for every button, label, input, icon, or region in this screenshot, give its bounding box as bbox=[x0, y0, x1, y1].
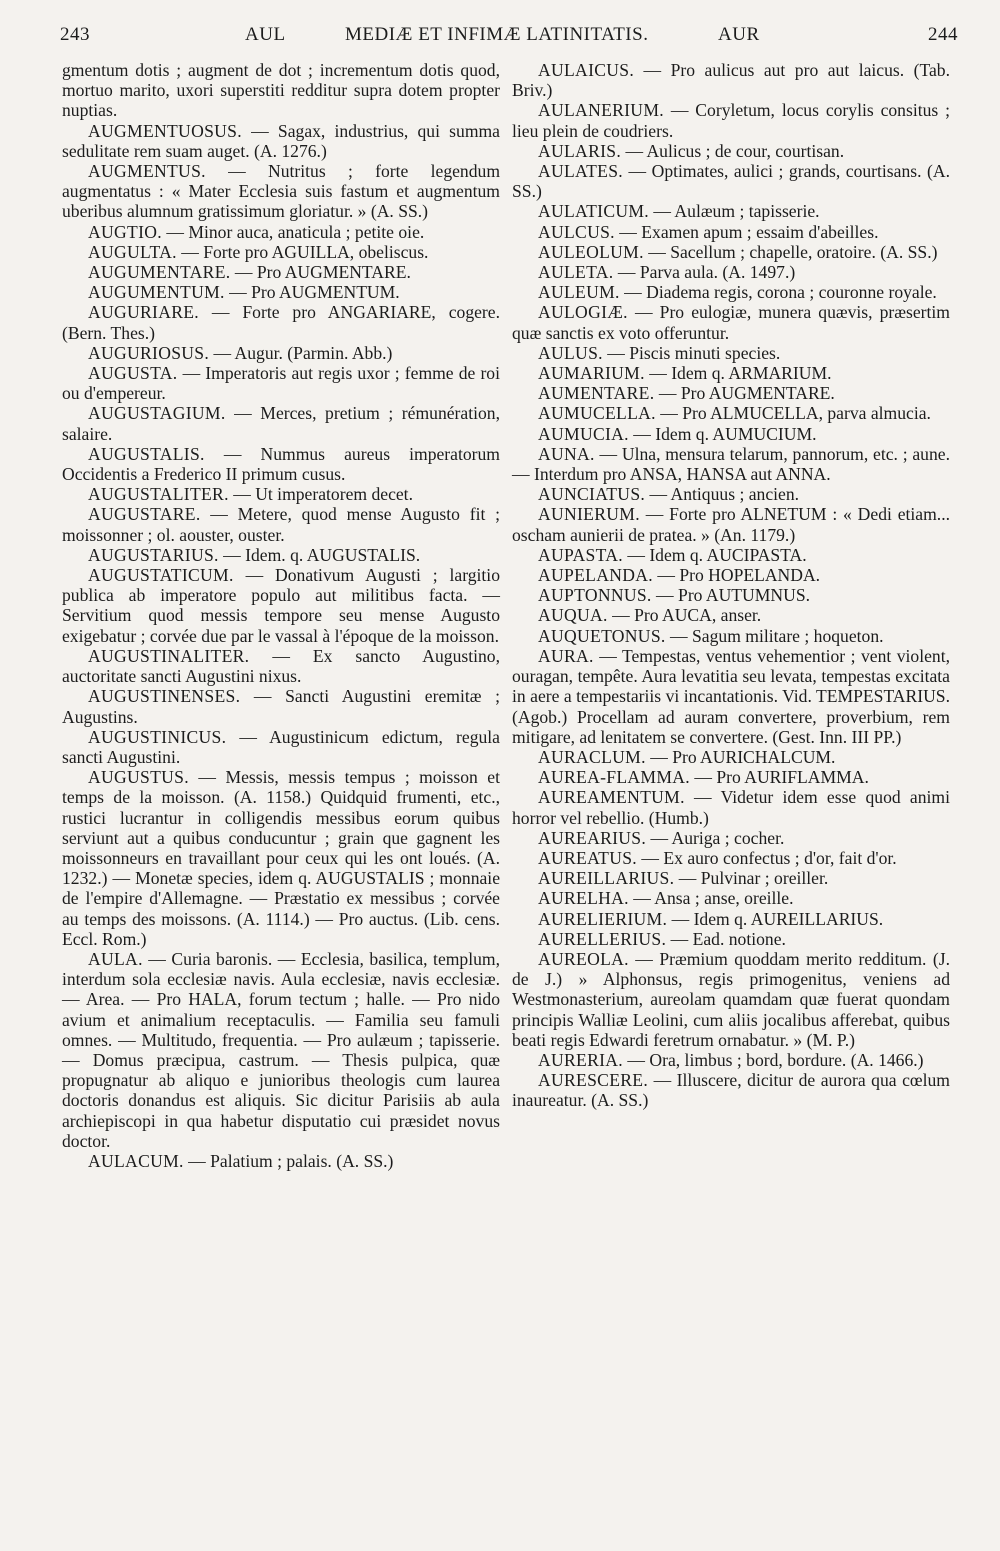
entry-definition: — Præmium quoddam merito redditum. (J. de J.) » Alphonsus, regis primogenitus, veniens ad Westmonasterium, aureolam quamdam quæ fuerat quondam principis Walliæ Leolini, cum aliis jocalibus afferebat, quibus beati regis Edwardi feretrum ornabatur. » (M. P.) bbox=[512, 948, 950, 1050]
dictionary-entry bbox=[512, 161, 950, 201]
entry-headword: AULUS. bbox=[538, 342, 603, 363]
dictionary-entry bbox=[512, 1050, 950, 1070]
dictionary-entry bbox=[62, 403, 500, 443]
entry-definition: — Videtur idem esse quod animi horror vel rebellio. (Humb.) bbox=[512, 787, 950, 828]
entry-headword: AUGUSTINALITER. bbox=[88, 645, 250, 666]
dictionary-entry bbox=[512, 888, 950, 908]
entry-definition: — Sacellum ; chapelle, oratoire. (A. SS.) bbox=[643, 241, 938, 262]
guide-word-left: AUL bbox=[245, 24, 286, 45]
dictionary-entry bbox=[512, 403, 950, 423]
entry-headword: AULA. bbox=[88, 948, 143, 969]
guide-word-right: AUR bbox=[718, 24, 760, 45]
entry-definition: — Sancti Augustini eremitæ ; Augustins. bbox=[62, 686, 500, 727]
entry-definition: — Examen apum ; essaim d'abeilles. bbox=[614, 221, 879, 242]
entry-headword: AUNA. bbox=[538, 443, 595, 464]
entry-definition: — Idem q. AUREILLARIUS. bbox=[667, 908, 884, 929]
dictionary-entry bbox=[512, 1070, 950, 1110]
dictionary-entry bbox=[512, 605, 950, 625]
dictionary-entry bbox=[62, 282, 500, 302]
entry-definition: — Donativum Augusti ; largitio publica ab imperatore populo aut militibus facta. — Servitium quod messis tempore seu mense Augusto exigebatur ; corvée due par le vassal à l'époque de la moisson. bbox=[62, 565, 500, 646]
entry-definition: — Pulvinar ; oreiller. bbox=[674, 868, 829, 889]
dictionary-entry bbox=[512, 343, 950, 363]
dictionary-entry bbox=[512, 60, 950, 100]
entry-definition: — Ansa ; anse, oreille. bbox=[628, 888, 794, 909]
entry-headword: AULETA. bbox=[538, 262, 614, 283]
entry-definition: — Augur. (Parmin. Abb.) bbox=[209, 342, 393, 363]
entry-headword: AUREAMENTUM. bbox=[538, 787, 685, 808]
entry-definition: — Sagax, industrius, qui summa sedulitate rem suam auget. (A. 1276.) bbox=[62, 120, 500, 161]
dictionary-entry bbox=[512, 868, 950, 888]
entry-definition: — Pro eulogiæ, munera quævis, præsertim quæ sanctis ex voto offeruntur. bbox=[512, 302, 950, 343]
entry-headword: AUPTONNUS. bbox=[538, 585, 652, 606]
entry-definition: — Ora, limbus ; bord, bordure. (A. 1466.) bbox=[623, 1049, 924, 1070]
entry-headword: AUMARIUM. bbox=[538, 363, 645, 384]
entry-headword: AUGUSTA. bbox=[88, 363, 178, 384]
entry-headword: AULATICUM. bbox=[538, 201, 650, 222]
entry-headword: AUREATUS. bbox=[538, 847, 637, 868]
dictionary-entry bbox=[62, 262, 500, 282]
dictionary-entry bbox=[512, 565, 950, 585]
dictionary-entry bbox=[512, 302, 950, 342]
entry-definition: — Imperatoris aut regis uxor ; femme de roi ou d'empereur. bbox=[62, 363, 500, 404]
entry-definition: — Piscis minuti species. bbox=[602, 342, 781, 363]
entry-headword: AUGUSTATICUM. bbox=[88, 565, 234, 586]
entry-headword: AURELLERIUS. bbox=[538, 928, 667, 949]
dictionary-entry bbox=[512, 100, 950, 140]
entry-definition: — Aulæum ; tapisserie. bbox=[649, 201, 820, 222]
running-header bbox=[60, 24, 958, 52]
dictionary-entry bbox=[512, 585, 950, 605]
entry-definition: — Coryletum, locus corylis consitus ; lieu plein de coudriers. bbox=[512, 100, 950, 141]
dictionary-entry bbox=[62, 363, 500, 403]
dictionary-entry bbox=[512, 444, 950, 484]
dictionary-entry bbox=[62, 343, 500, 363]
entry-headword: AUGUSTINICUS. bbox=[88, 726, 227, 747]
entry-headword: AUREILLARIUS. bbox=[538, 868, 675, 889]
dictionary-entry bbox=[512, 929, 950, 949]
entry-headword: AURELHA. bbox=[538, 888, 629, 909]
entry-headword: AUQUETONUS. bbox=[538, 625, 666, 646]
entry-headword: AULACUM. bbox=[88, 1150, 184, 1171]
running-title: MEDIÆ ET INFIMÆ LATINITATIS. bbox=[345, 24, 649, 45]
entry-definition: — Pro AUCA, anser. bbox=[607, 605, 762, 626]
entry-headword: AURERIA. bbox=[538, 1049, 623, 1070]
entry-definition: — Pro AUGMENTARE. bbox=[654, 383, 835, 404]
entry-definition: — Idem q. AUMUCIUM. bbox=[628, 423, 817, 444]
dictionary-entry bbox=[62, 222, 500, 242]
dictionary-entry bbox=[512, 787, 950, 827]
entry-definition: — Merces, pretium ; rémunération, salaire. bbox=[62, 403, 500, 444]
entry-definition: — Ex auro confectus ; d'or, fait d'or. bbox=[636, 847, 897, 868]
entry-headword: AUREA-FLAMMA. bbox=[538, 767, 690, 788]
entry-definition: — Messis, messis tempus ; moisson et temps de la moisson. (A. 1158.) Quidquid frumenti, etc., rustici lucrantur in colligendis messibus eorum quibus serviunt aut a quibus conducuntur ; grain que gagnent les moissonneurs en travaillant pour ceux qui les ont loués. (A. 1232.) — Monetæ species, idem q. AUGUSTALIS ; monnaie de l'empire d'Allemagne. — Præstatio ex messibus ; corvée au temps des moissons. (A. 1114.) — Pro auctus. (Lib. cens. Eccl. Rom.) bbox=[62, 767, 500, 949]
entry-definition: — Palatium ; palais. (A. SS.) bbox=[183, 1150, 394, 1171]
entry-definition: — Ex sancto Augustino, auctoritate sancti Augustini nixus. bbox=[62, 645, 500, 687]
entry-headword: AUNIERUM. bbox=[538, 504, 640, 525]
entry-headword: AURA. bbox=[538, 645, 594, 666]
entry-definition: — Diadema regis, corona ; couronne royale. bbox=[619, 282, 937, 303]
dictionary-entry bbox=[62, 161, 500, 222]
dictionary-entry bbox=[512, 282, 950, 302]
entry-headword: AULAICUS. bbox=[538, 60, 635, 80]
entry-headword: AURELIERIUM. bbox=[538, 908, 668, 929]
entry-headword: AUQUA. bbox=[538, 605, 608, 626]
dictionary-entry bbox=[62, 504, 500, 544]
entry-headword: AUPASTA. bbox=[538, 544, 623, 565]
dictionary-entry bbox=[512, 646, 950, 747]
entry-headword: AUGURIARE. bbox=[88, 302, 200, 323]
entry-definition: — Pro AUTUMNUS. bbox=[651, 585, 811, 606]
entry-headword: AUGUMENTUM. bbox=[88, 282, 225, 303]
entry-definition: — Pro aulicus aut pro aut laicus. (Tab. Briv.) bbox=[512, 60, 950, 101]
entry-headword: AUMUCELLA. bbox=[538, 403, 656, 424]
entry-definition: — Tempestas, ventus vehementior ; vent violent, ouragan, tempête. Aura levatitia seu levata, tempestas excitata in aere a tempestariis vi incantationis. Vid. TEMPESTARIUS. (Agob.) Procellam ad auram convertere, proverbium, rem mitigare, ad lenitatem se convertere. (Gest. Inn. III PP.) bbox=[512, 645, 950, 747]
entry-headword: AURACLUM. bbox=[538, 746, 646, 767]
dictionary-entry bbox=[512, 545, 950, 565]
entry-headword: AUGUSTARE. bbox=[88, 504, 201, 525]
entry-definition: — Ut imperatorem decet. bbox=[228, 484, 413, 505]
entry-headword: AUGUSTUS. bbox=[88, 767, 189, 788]
entry-definition: — Pro AUGMENTARE. bbox=[230, 262, 411, 283]
entry-definition: — Auriga ; cocher. bbox=[646, 827, 785, 848]
entry-headword: AULCUS. bbox=[538, 221, 615, 242]
entry-headword: AURESCERE. bbox=[538, 1070, 649, 1091]
dictionary-entry bbox=[512, 626, 950, 646]
dictionary-entry bbox=[512, 767, 950, 787]
entry-definition: — Optimates, aulici ; grands, courtisans. (A. SS.) bbox=[512, 161, 950, 202]
entry-definition: — Forte pro AGUILLA, obeliscus. bbox=[176, 241, 429, 262]
entry-headword: AUGUSTINENSES. bbox=[88, 686, 241, 707]
entry-definition: — Metere, quod mense Augusto fit ; moissonner ; ol. aouster, ouster. bbox=[62, 504, 500, 545]
dictionary-entry bbox=[512, 484, 950, 504]
dictionary-entry bbox=[512, 363, 950, 383]
page-number-left: 243 bbox=[60, 24, 90, 45]
entry-definition: — Idem. q. AUGUSTALIS. bbox=[218, 544, 421, 565]
dictionary-entry bbox=[62, 60, 500, 121]
entry-definition: — Ead. notione. bbox=[666, 928, 786, 949]
entry-headword: AUNCIATUS. bbox=[538, 484, 646, 505]
entry-headword: AULATES. bbox=[538, 161, 623, 182]
entry-definition: — Sagum militare ; hoqueton. bbox=[665, 625, 884, 646]
dictionary-entry bbox=[62, 727, 500, 767]
dictionary-entry bbox=[62, 121, 500, 161]
dictionary-entry bbox=[62, 565, 500, 646]
dictionary-entry bbox=[62, 242, 500, 262]
entry-definition: — Nummus aureus imperatorum Occidentis a Frederico II primum cusus. bbox=[62, 443, 500, 485]
entry-definition: — Curia baronis. — Ecclesia, basilica, templum, interdum sola ecclesiæ navis. Aula ecclesiæ, navis ecclesiæ. — Area. — Pro HALA, forum tectum ; halle. — Pro nido avium et animalium receptaculis. — Familia seu famuli omnes. — Multitudo, frequentia. — Pro aulæum ; tapisserie. — Domus præcipua, castrum. — Thesis pulpica, quæ propugnatur ab aliquo e junioribus theologis cum laurea doctoris donandus est aliquis. Sic dicitur Parisiis ab aula archiepiscopi in qua habetur disputatio cui præsidet novus doctor. bbox=[62, 948, 500, 1151]
dictionary-entry bbox=[512, 141, 950, 161]
entry-definition: — Forte pro ALNETUM : « Dedi etiam... oscham aunierii de pratea. » (An. 1179.) bbox=[512, 504, 950, 545]
dictionary-entry bbox=[512, 383, 950, 403]
entry-headword: AULOGIÆ. bbox=[538, 302, 628, 323]
entry-headword: AUGUSTALIS. bbox=[88, 443, 205, 464]
entry-headword: AUGUMENTARE. bbox=[88, 262, 231, 283]
entry-headword: AUMENTARE. bbox=[538, 383, 655, 404]
dictionary-entry bbox=[62, 444, 500, 484]
entry-headword: AUMUCIA. bbox=[538, 423, 629, 444]
entry-definition: — Ulna, mensura telarum, pannorum, etc. ; aune. — Interdum pro ANSA, HANSA aut ANNA. bbox=[512, 443, 950, 485]
entry-headword: AULEUM. bbox=[538, 282, 620, 303]
dictionary-entry bbox=[62, 646, 500, 686]
dictionary-entry bbox=[512, 262, 950, 282]
entry-headword: AULEOLUM. bbox=[538, 241, 644, 262]
entry-headword: AUREOLA. bbox=[538, 948, 629, 969]
entry-definition: — Antiquus ; ancien. bbox=[645, 484, 800, 505]
dictionary-entry bbox=[512, 949, 950, 1050]
left-column bbox=[62, 60, 500, 1171]
entry-definition: gmentum dotis ; augment de dot ; incrementum dotis quod, mortuo marito, uxori superstiti redditur supra dotem propter nuptias. bbox=[62, 60, 500, 121]
dictionary-entry bbox=[512, 424, 950, 444]
entry-definition: — Pro ALMUCELLA, parva almucia. bbox=[655, 403, 931, 424]
entry-definition: — Forte pro ANGARIARE, cogere. (Bern. Thes.) bbox=[62, 302, 500, 343]
dictionary-entry bbox=[512, 828, 950, 848]
entry-definition: — Nutritus ; forte legendum augmentatus : « Mater Ecclesia suis fastum et augmentum uberibus alumnum gratissimum gloriatur. » (A. SS.) bbox=[62, 161, 500, 222]
entry-headword: AUGMENTUOSUS. bbox=[88, 120, 242, 141]
dictionary-entry bbox=[512, 909, 950, 929]
right-column bbox=[512, 60, 950, 1111]
entry-definition: — Pro AUGMENTUM. bbox=[224, 282, 400, 303]
dictionary-entry bbox=[512, 222, 950, 242]
entry-definition: — Idem q. ARMARIUM. bbox=[644, 363, 832, 384]
dictionary-entry bbox=[62, 545, 500, 565]
dictionary-entry bbox=[62, 686, 500, 726]
entry-headword: AUGUSTAGIUM. bbox=[88, 403, 226, 424]
dictionary-entry bbox=[62, 484, 500, 504]
dictionary-entry bbox=[512, 747, 950, 767]
page-number-right: 244 bbox=[928, 24, 958, 45]
dictionary-entry bbox=[512, 504, 950, 544]
entry-headword: AULANERIUM. bbox=[538, 100, 664, 121]
dictionary-entry bbox=[62, 1151, 500, 1171]
entry-definition: — Pro AURICHALCUM. bbox=[645, 746, 836, 767]
entry-headword: AUGUSTALITER. bbox=[88, 484, 229, 505]
dictionary-entry bbox=[512, 201, 950, 221]
entry-definition: — Pro HOPELANDA. bbox=[652, 565, 821, 586]
entry-definition: — Augustinicum edictum, regula sancti Augustini. bbox=[62, 726, 500, 767]
entry-definition: — Idem q. AUCIPASTA. bbox=[622, 544, 807, 565]
entry-definition: — Illuscere, dicitur de aurora qua cœlum inaureatur. (A. SS.) bbox=[512, 1070, 950, 1111]
entry-headword: AUGULTA. bbox=[88, 241, 177, 262]
dictionary-entry bbox=[512, 242, 950, 262]
dictionary-entry bbox=[512, 848, 950, 868]
entry-headword: AUGTIO. bbox=[88, 221, 162, 242]
entry-headword: AUGUSTARIUS. bbox=[88, 544, 219, 565]
entry-headword: AUGMENTUS. bbox=[88, 161, 206, 182]
entry-headword: AUREARIUS. bbox=[538, 827, 647, 848]
dictionary-entry bbox=[62, 302, 500, 342]
entry-definition: — Aulicus ; de cour, courtisan. bbox=[621, 140, 845, 161]
dictionary-entry bbox=[62, 767, 500, 949]
entry-headword: AULARIS. bbox=[538, 140, 622, 161]
entry-definition: — Pro AURIFLAMMA. bbox=[690, 767, 869, 788]
entry-definition: — Minor auca, anaticula ; petite oie. bbox=[161, 221, 425, 242]
entry-definition: — Parva aula. (A. 1497.) bbox=[613, 262, 796, 283]
dictionary-entry bbox=[62, 949, 500, 1151]
entry-headword: AUPELANDA. bbox=[538, 565, 653, 586]
entry-headword: AUGURIOSUS. bbox=[88, 342, 210, 363]
